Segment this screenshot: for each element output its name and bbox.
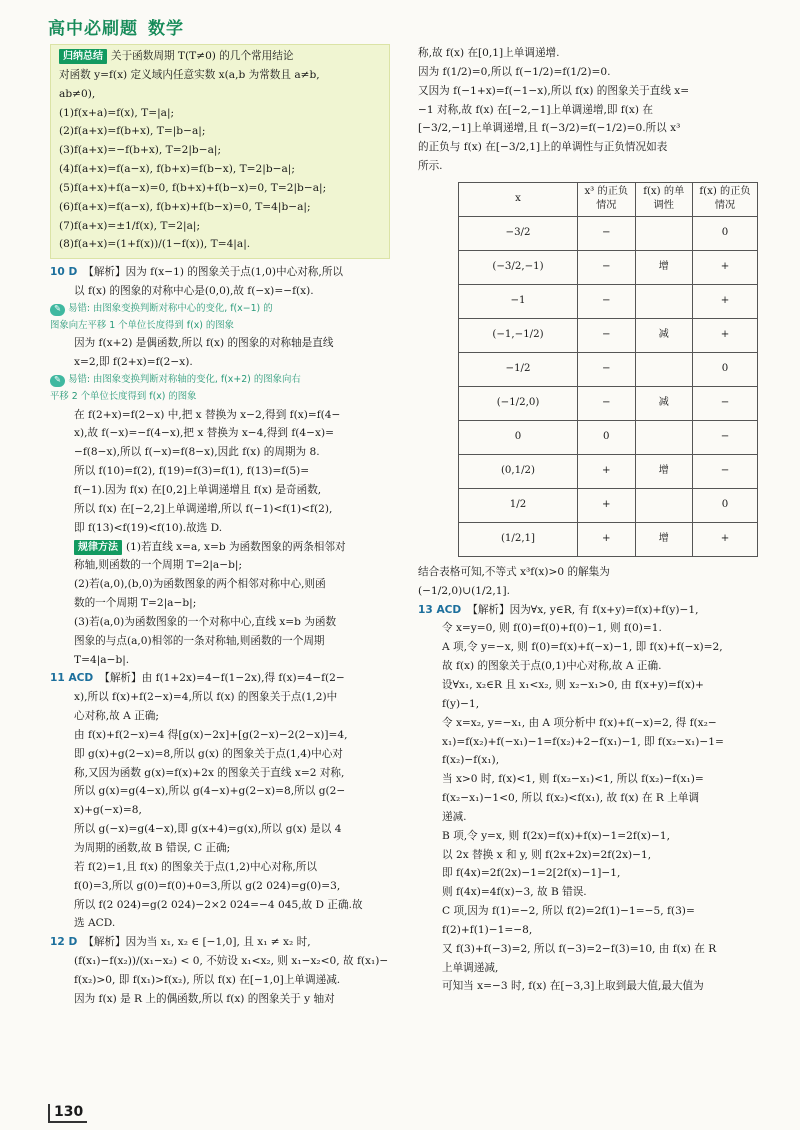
table-cell: + (578, 454, 636, 488)
table-cell (635, 216, 692, 250)
question-number: 11 ACD (50, 672, 94, 685)
table-header: x (459, 182, 578, 216)
summary-tag: 归纳总结 (59, 49, 107, 64)
body-line: 又因为 f(−1+x)=f(−1−x),所以 f(x) 的图象关于直线 x= (418, 84, 690, 97)
summary-line: (7)f(a+x)=±1/f(x), T=2|a|; (59, 219, 201, 232)
table-cell: (0,1/2) (459, 454, 578, 488)
table-row (459, 284, 758, 318)
sign-table (458, 182, 758, 557)
table-cell: − (578, 284, 636, 318)
table-cell: (−1/2,0) (459, 386, 578, 420)
body-line: −1 对称,故 f(x) 在[−2,−1]上单调递增,即 f(x) 在 (418, 103, 653, 116)
q10-line: 【解析】因为 f(x−1) 的图象关于点(1,0)中心对称,所以 (83, 266, 343, 279)
error-note: ✎ 易错: 由图象变换判断对称轴的变化, f(x+2) 的图象向右 (50, 372, 390, 389)
q10-line: 即 f(13)<f(19)<f(10).故选 D. (74, 521, 223, 534)
question-12 (50, 933, 390, 1008)
q13-line: f(x₂)−f(x₁), (442, 754, 500, 767)
table-cell: − (578, 352, 636, 386)
table-cell: −3/2 (459, 216, 578, 250)
summary-line: (1)f(x+a)=f(x), T=|a|; (59, 106, 175, 119)
table-row (459, 522, 758, 556)
table-cell: 0 (459, 420, 578, 454)
page-header (48, 14, 184, 39)
q13-line: f(x₂−x₁)−1<0, 所以 f(x₂)<f(x₁), 故 f(x) 在 R 上单调 (442, 792, 700, 805)
table-cell: + (578, 522, 636, 556)
q13-line: f(y)−1, (442, 697, 480, 710)
error-note: 图象向左平移 1 个单位长度得到 f(x) 的图象 (50, 319, 235, 331)
table-cell: (1/2,1] (459, 522, 578, 556)
q13-line: 即 f(4x)=2f(2x)−1=2[2f(x)−1]−1, (442, 867, 621, 880)
table-row (459, 318, 758, 352)
summary-line: (2)f(a+x)=f(b+x), T=|b−a|; (59, 125, 206, 138)
q11-line: 所以 g(−x)=g(4−x),即 g(x+4)=g(x),所以 g(x) 是以 4 (74, 823, 342, 836)
table-cell: − (692, 454, 757, 488)
q13-line: f(2)+f(1)−1=−8, (442, 923, 533, 936)
q12-line: f(x₂)>0, 即 f(x₁)>f(x₂), 所以 f(x) 在[−1,0]上单调递减. (74, 973, 341, 986)
summary-line: 关于函数周期 T(T≠0) 的几个常用结论 (111, 50, 294, 62)
table-row (459, 420, 758, 454)
table-row (459, 352, 758, 386)
q13-line: C 项,因为 f(1)=−2, 所以 f(2)=2f(1)−1=−5, f(3)= (442, 905, 695, 918)
q13-line: 上单调递减, (442, 961, 499, 974)
q10-line: −f(8−x),所以 f(−x)=f(8−x),因此 f(x) 的周期为 8. (74, 446, 320, 459)
rule-line: 图象的与点(a,0)相邻的一条对称轴,则函数的一个周期 (74, 634, 325, 647)
table-cell: − (692, 386, 757, 420)
q13-line: 令 x=y=0, 则 f(0)=f(0)+f(0)−1, 则 f(0)=1. (442, 622, 662, 635)
rule-line: T=4|a−b|. (74, 653, 130, 666)
table-cell: 0 (578, 420, 636, 454)
error-note: ✎ 易错: 由图象变换判断对称中心的变化, f(x−1) 的 (50, 301, 390, 318)
table-cell (635, 420, 692, 454)
question-number: 12 D (50, 936, 78, 949)
q12-line: 【解析】因为当 x₁, x₂ ∈ [−1,0], 且 x₁ ≠ x₂ 时, (83, 936, 311, 949)
q13-line: 故 f(x) 的图象关于点(0,1)中心对称,故 A 正确. (442, 660, 662, 673)
table-cell: −1 (459, 284, 578, 318)
error-note-icon: ✎ (50, 375, 65, 387)
q11-line: 心对称,故 A 正确; (74, 710, 159, 723)
q13-line: 以 2x 替换 x 和 y, 则 f(2x+2x)=2f(2x)−1, (442, 848, 652, 861)
q10-line: 在 f(2+x)=f(2−x) 中,把 x 替换为 x−2,得到 f(x)=f(4− (74, 408, 341, 421)
q10-line: f(−1).因为 f(x) 在[0,2]上单调递增且 f(x) 是奇函数, (74, 483, 322, 496)
q11-line: x),所以 f(x)+f(2−x)=4,所以 f(x) 的图象关于点(1,2)中 (74, 691, 338, 704)
table-cell: 增 (635, 454, 692, 488)
table-cell: − (692, 420, 757, 454)
q10-line: x),故 f(−x)=−f(4−x),把 x 替换为 x−4,得到 f(4−x)= (74, 427, 334, 440)
q10-line: x=2,即 f(2+x)=f(2−x). (74, 356, 193, 369)
q13-line: 则 f(4x)=4f(x)−3, 故 B 错误. (442, 886, 587, 899)
summary-line: (4)f(a+x)=f(a−x), f(b+x)=f(b−x), T=2|b−a|; (59, 163, 295, 176)
rule-line: (3)若(a,0)为函数图象的一个对称中心,直线 x=b 为函数 (74, 615, 337, 628)
q10-line: 所以 f(10)=f(2), f(19)=f(3)=f(1), f(13)=f(5)= (74, 465, 310, 478)
table-cell: (−1,−1/2) (459, 318, 578, 352)
summary-line: 对函数 y=f(x) 定义域内任意实数 x(a,b 为常数且 a≠b, (59, 68, 320, 81)
subject-title: 数学 (148, 19, 184, 39)
table-cell: − (578, 386, 636, 420)
q10-line: 所以 f(x) 在[−2,2]上单调递增,所以 f(−1)<f(1)<f(2), (74, 502, 333, 515)
table-row (459, 454, 758, 488)
summary-line: ab≠0), (59, 87, 96, 100)
body-line: 的正负与 f(x) 在[−3/2,1]上的单调性与正负情况如表 (418, 141, 668, 154)
q13-line: 令 x=x₂, y=−x₁, 由 A 项分析中 f(x)+f(−x)=2, 得 f(x₂− (442, 716, 717, 729)
table-cell (635, 488, 692, 522)
table-cell: + (578, 488, 636, 522)
rule-line: 称轴,则函数的一个周期 T=2|a−b|; (74, 559, 243, 572)
table-cell: − (578, 216, 636, 250)
summary-line: (5)f(a+x)+f(a−x)=0, f(b+x)+f(b−x)=0, T=2|b−a|; (59, 181, 327, 194)
rule-line: (1)若直线 x=a, x=b 为函数图象的两条相邻对 (126, 540, 346, 553)
q12-line: 因为 f(x) 是 R 上的偶函数,所以 f(x) 的图象关于 y 轴对 (74, 992, 335, 1005)
q11-line: 即 g(x)+g(2−x)=8,所以 g(x) 的图象关于点(1,4)中心对 (74, 747, 343, 760)
table-cell: + (692, 250, 757, 284)
table-header: x³ 的正负情况 (578, 182, 636, 216)
q11-line: f(0)=3,所以 g(0)=f(0)+0=3,所以 g(2 024)=g(0)=3, (74, 879, 341, 892)
body-line: [−3/2,−1]上单调递增,且 f(−3/2)=f(−1/2)=0.所以 x³ (418, 122, 681, 135)
q11-line: 所以 f(2 024)=g(2 024)−2×2 024=−4 045,故 D 正确.故 (74, 898, 363, 911)
q13-line: 可知当 x=−3 时, f(x) 在[−3,3]上取到最大值,最大值为 (442, 980, 704, 993)
question-number: 13 ACD (418, 603, 462, 616)
table-cell: 1/2 (459, 488, 578, 522)
table-cell: + (692, 522, 757, 556)
body-line: 称,故 f(x) 在[0,1]上单调递增. (418, 47, 560, 59)
table-cell: 0 (692, 488, 757, 522)
rule-box (50, 538, 390, 670)
right-column (418, 44, 758, 996)
body-line: 所示. (418, 160, 443, 173)
table-row (459, 250, 758, 284)
body-line: (−1/2,0)∪(1/2,1]. (418, 584, 510, 597)
summary-line: (6)f(a+x)=f(a−x), f(b+x)+f(b−x)=0, T=4|b−a|; (59, 200, 311, 213)
error-note: 平移 2 个单位长度得到 f(x) 的图象 (50, 390, 197, 402)
q11-line: 称,又因为函数 g(x)=f(x)+2x 的图象关于直线 x=2 对称, (74, 766, 345, 779)
book-title: 高中必刷题 (48, 19, 138, 39)
table-header-row (459, 182, 758, 216)
q12-line: (f(x₁)−f(x₂))/(x₁−x₂) < 0, 不妨设 x₁<x₂, 则 x₁−x₂<0, 故 f(x₁)− (74, 955, 389, 968)
question-number: 10 D (50, 266, 78, 279)
question-13 (418, 601, 758, 997)
left-column (50, 44, 390, 1009)
q13-line: 又 f(3)+f(−3)=2, 所以 f(−3)=2−f(3)=10, 由 f(x) 在 R (442, 942, 717, 955)
q13-line: 递减. (442, 810, 467, 823)
question-10 (50, 263, 390, 537)
table-cell: − (578, 318, 636, 352)
q11-line: 由 f(x)+f(2−x)=4 得[g(x)−2x]+[g(2−x)−2(2−x)]=4, (74, 728, 348, 741)
q13-line: 【解析】因为∀x, y∈R, 有 f(x+y)=f(x)+f(y)−1, (467, 603, 699, 616)
body-line: 因为 f(1/2)=0,所以 f(−1/2)=f(1/2)=0. (418, 65, 611, 78)
summary-line: (8)f(a+x)=(1+f(x))/(1−f(x)), T=4|a|. (59, 238, 251, 251)
question-11 (50, 669, 390, 933)
rule-tag: 规律方法 (74, 540, 122, 555)
rule-line: 数的一个周期 T=2|a−b|; (74, 597, 197, 610)
error-note-icon: ✎ (50, 304, 65, 316)
q13-line: x₁)=f(x₂)+f(−x₁)−1=f(x₂)+2−f(x₁)−1, 即 f(x₂−x₁)−1= (442, 735, 724, 748)
table-row (459, 216, 758, 250)
body-line: 结合表格可知,不等式 x³f(x)>0 的解集为 (418, 565, 610, 578)
table-cell: −1/2 (459, 352, 578, 386)
q11-line: x)+g(−x)=8, (74, 804, 142, 817)
table-cell: 增 (635, 522, 692, 556)
table-cell: 0 (692, 352, 757, 386)
page-number: 130 (48, 1104, 87, 1123)
table-cell: 0 (692, 216, 757, 250)
q13-line: A 项,令 y=−x, 则 f(0)=f(x)+f(−x)−1, 即 f(x)+f(−x)=2, (442, 641, 723, 654)
q13-line: 当 x>0 时, f(x)<1, 则 f(x₂−x₁)<1, 所以 f(x₂)−f(x₁)= (442, 773, 704, 786)
q11-line: 为周期的函数,故 B 错误, C 正确; (74, 842, 231, 854)
table-cell: (−3/2,−1) (459, 250, 578, 284)
table-row (459, 488, 758, 522)
table-row (459, 386, 758, 420)
q10-line: 因为 f(x+2) 是偶函数,所以 f(x) 的图象的对称轴是直线 (74, 337, 334, 350)
table-header: f(x) 的正负情况 (692, 182, 757, 216)
q11-line: 选 ACD. (74, 917, 116, 930)
table-cell: + (692, 284, 757, 318)
table-cell (635, 284, 692, 318)
q13-line: B 项,令 y=x, 则 f(2x)=f(x)+f(x)−1=2f(x)−1, (442, 829, 670, 842)
summary-box (50, 44, 390, 259)
table-cell (635, 352, 692, 386)
table-cell: 减 (635, 318, 692, 352)
q10-line: 以 f(x) 的图象的对称中心是(0,0),故 f(−x)=−f(x). (74, 285, 314, 298)
q11-line: 所以 g(x)=g(4−x),所以 g(4−x)+g(2−x)=8,所以 g(2− (74, 785, 346, 798)
table-cell: 增 (635, 250, 692, 284)
table-cell: + (692, 318, 757, 352)
q13-line: 设∀x₁, x₂∈R 且 x₁<x₂, 则 x₂−x₁>0, 由 f(x+y)=f(x)+ (442, 678, 704, 691)
table-header: f(x) 的单调性 (635, 182, 692, 216)
q11-line: 【解析】由 f(1+2x)=4−f(1−2x),得 f(x)=4−f(2− (99, 672, 345, 685)
rule-line: (2)若(a,0),(b,0)为函数图象的两个相邻对称中心,则函 (74, 578, 326, 591)
q11-line: 若 f(2)=1,且 f(x) 的图象关于点(1,2)中心对称,所以 (74, 860, 317, 873)
summary-line: (3)f(a+x)=−f(b+x), T=2|b−a|; (59, 144, 222, 157)
table-cell: − (578, 250, 636, 284)
table-cell: 减 (635, 386, 692, 420)
